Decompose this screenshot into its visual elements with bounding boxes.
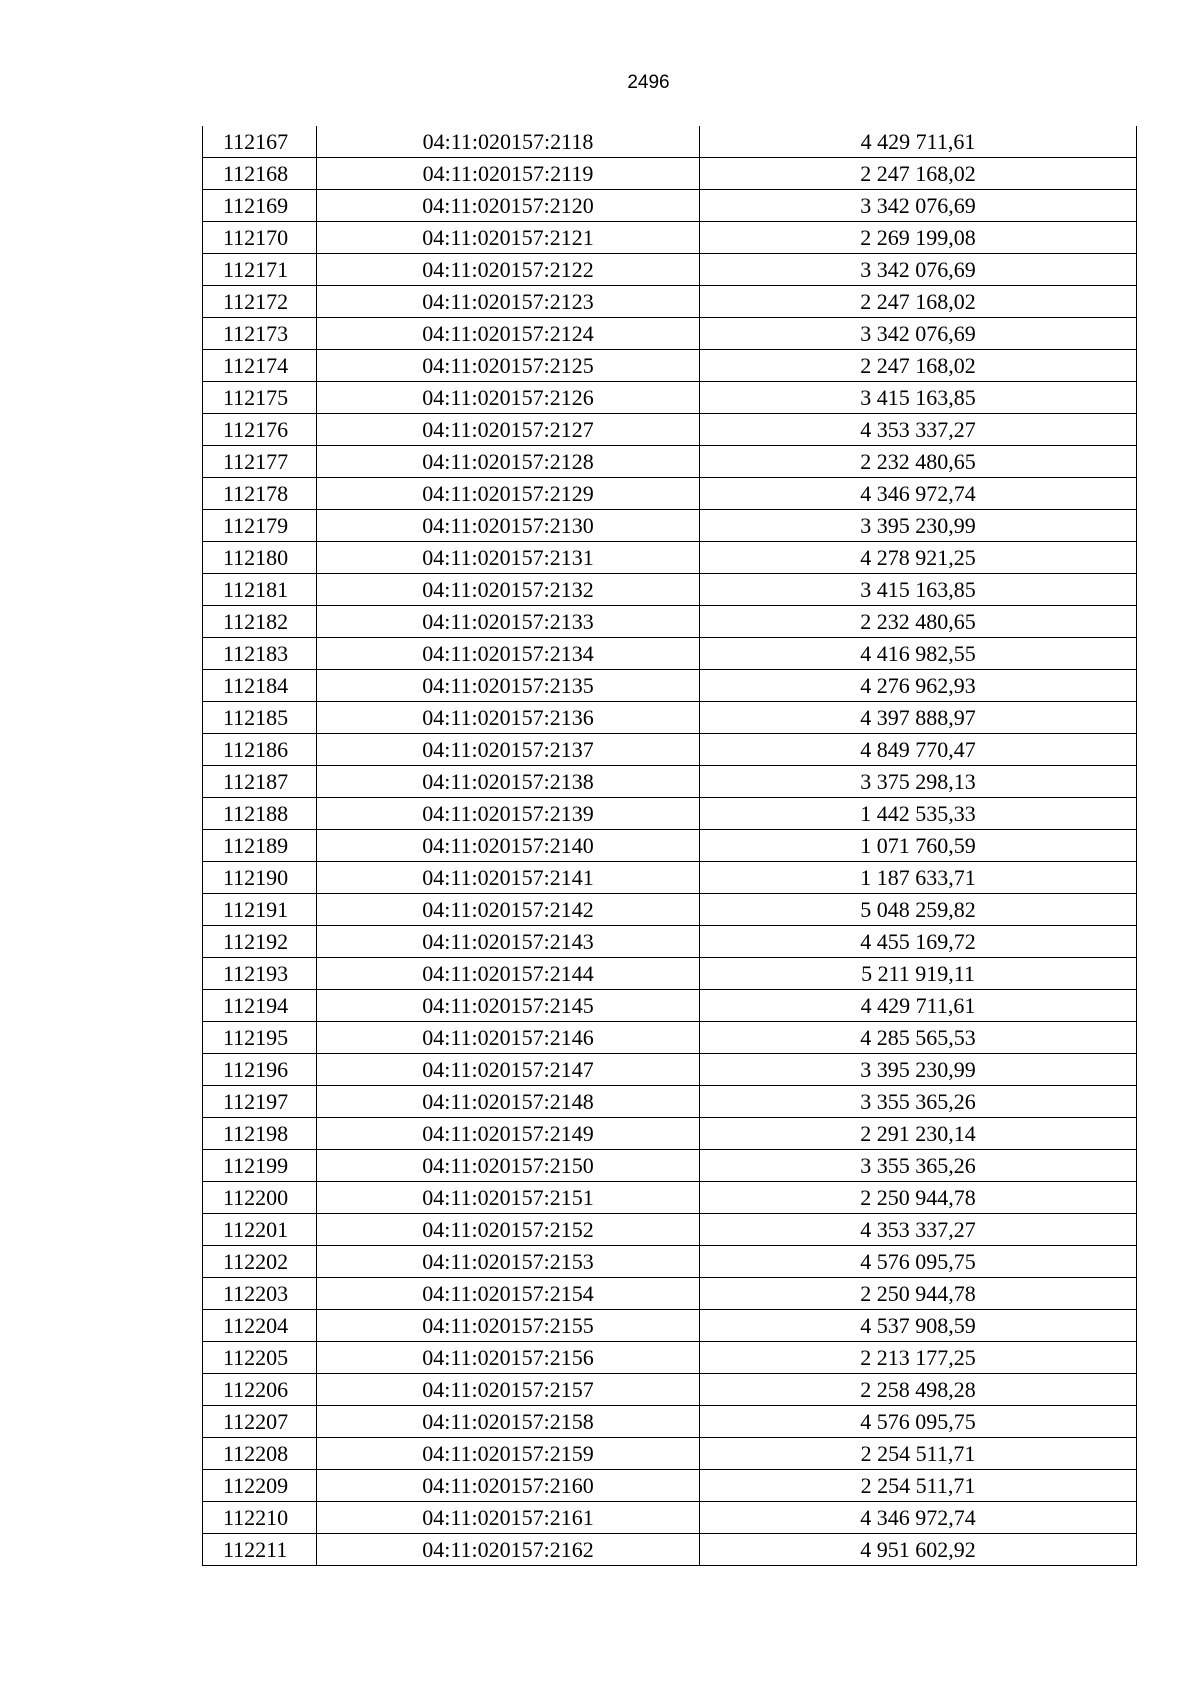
row-number-cell: 112208	[203, 1438, 317, 1470]
table-row	[203, 1534, 1137, 1566]
cadastral-number-cell: 04:11:020157:2135	[317, 670, 700, 702]
cadastral-value-cell: 4 429 711,61	[700, 126, 1137, 158]
cadastral-value-cell: 3 355 365,26	[700, 1086, 1137, 1118]
cadastral-value-cell: 2 232 480,65	[700, 606, 1137, 638]
row-number-cell: 112203	[203, 1278, 317, 1310]
cadastral-number-cell: 04:11:020157:2140	[317, 830, 700, 862]
row-number-cell: 112211	[203, 1534, 317, 1566]
table-row	[203, 382, 1137, 414]
cadastral-number-cell: 04:11:020157:2138	[317, 766, 700, 798]
cadastral-number-cell: 04:11:020157:2149	[317, 1118, 700, 1150]
cadastral-value-cell: 4 849 770,47	[700, 734, 1137, 766]
cadastral-value-cell: 4 353 337,27	[700, 414, 1137, 446]
row-number-cell: 112169	[203, 190, 317, 222]
row-number-cell: 112167	[203, 126, 317, 158]
cadastral-value-cell: 4 951 602,92	[700, 1534, 1137, 1566]
row-number-cell: 112209	[203, 1470, 317, 1502]
cadastral-number-cell: 04:11:020157:2143	[317, 926, 700, 958]
cadastral-number-cell: 04:11:020157:2137	[317, 734, 700, 766]
row-number-cell: 112196	[203, 1054, 317, 1086]
table-row	[203, 350, 1137, 382]
table-row	[203, 830, 1137, 862]
row-number-cell: 112178	[203, 478, 317, 510]
cadastral-value-cell: 3 395 230,99	[700, 510, 1137, 542]
row-number-cell: 112190	[203, 862, 317, 894]
table-row	[203, 1246, 1137, 1278]
table-row	[203, 1054, 1137, 1086]
table-row	[203, 318, 1137, 350]
cadastral-value-cell: 2 291 230,14	[700, 1118, 1137, 1150]
row-number-cell: 112200	[203, 1182, 317, 1214]
row-number-cell: 112171	[203, 254, 317, 286]
table-body	[203, 126, 1137, 1566]
cadastral-number-cell: 04:11:020157:2134	[317, 638, 700, 670]
table-row	[203, 1022, 1137, 1054]
row-number-cell: 112175	[203, 382, 317, 414]
table-row	[203, 1310, 1137, 1342]
row-number-cell: 112189	[203, 830, 317, 862]
table-row	[203, 1374, 1137, 1406]
cadastral-value-cell: 5 048 259,82	[700, 894, 1137, 926]
cadastral-value-cell: 2 254 511,71	[700, 1438, 1137, 1470]
table-row	[203, 1406, 1137, 1438]
row-number-cell: 112186	[203, 734, 317, 766]
table-row	[203, 126, 1137, 158]
row-number-cell: 112210	[203, 1502, 317, 1534]
row-number-cell: 112177	[203, 446, 317, 478]
table-row	[203, 478, 1137, 510]
cadastral-number-cell: 04:11:020157:2144	[317, 958, 700, 990]
cadastral-value-cell: 1 187 633,71	[700, 862, 1137, 894]
cadastral-number-cell: 04:11:020157:2142	[317, 894, 700, 926]
row-number-cell: 112180	[203, 542, 317, 574]
table-row	[203, 1470, 1137, 1502]
cadastral-value-cell: 4 346 972,74	[700, 1502, 1137, 1534]
cadastral-number-cell: 04:11:020157:2151	[317, 1182, 700, 1214]
cadastral-number-cell: 04:11:020157:2121	[317, 222, 700, 254]
cadastral-value-cell: 2 247 168,02	[700, 158, 1137, 190]
cadastral-value-cell: 4 278 921,25	[700, 542, 1137, 574]
row-number-cell: 112192	[203, 926, 317, 958]
row-number-cell: 112170	[203, 222, 317, 254]
table-row	[203, 958, 1137, 990]
cadastral-number-cell: 04:11:020157:2154	[317, 1278, 700, 1310]
cadastral-number-cell: 04:11:020157:2161	[317, 1502, 700, 1534]
row-number-cell: 112183	[203, 638, 317, 670]
table-row	[203, 286, 1137, 318]
cadastral-number-cell: 04:11:020157:2129	[317, 478, 700, 510]
table-row	[203, 926, 1137, 958]
cadastral-value-cell: 2 247 168,02	[700, 350, 1137, 382]
cadastral-number-cell: 04:11:020157:2152	[317, 1214, 700, 1246]
row-number-cell: 112206	[203, 1374, 317, 1406]
table-row	[203, 1342, 1137, 1374]
cadastral-number-cell: 04:11:020157:2127	[317, 414, 700, 446]
row-number-cell: 112204	[203, 1310, 317, 1342]
cadastral-value-cell: 3 342 076,69	[700, 254, 1137, 286]
row-number-cell: 112172	[203, 286, 317, 318]
cadastral-value-cell: 2 232 480,65	[700, 446, 1137, 478]
table-row	[203, 1438, 1137, 1470]
row-number-cell: 112191	[203, 894, 317, 926]
cadastral-number-cell: 04:11:020157:2159	[317, 1438, 700, 1470]
cadastral-number-cell: 04:11:020157:2132	[317, 574, 700, 606]
cadastral-number-cell: 04:11:020157:2157	[317, 1374, 700, 1406]
cadastral-value-cell: 1 442 535,33	[700, 798, 1137, 830]
table-row	[203, 638, 1137, 670]
row-number-cell: 112197	[203, 1086, 317, 1118]
table-row	[203, 222, 1137, 254]
cadastral-number-cell: 04:11:020157:2125	[317, 350, 700, 382]
table-row	[203, 606, 1137, 638]
cadastral-value-cell: 4 285 565,53	[700, 1022, 1137, 1054]
table-row	[203, 1182, 1137, 1214]
table-row	[203, 894, 1137, 926]
cadastral-value-cell: 2 250 944,78	[700, 1278, 1137, 1310]
table-row	[203, 1118, 1137, 1150]
cadastral-number-cell: 04:11:020157:2131	[317, 542, 700, 574]
cadastral-number-cell: 04:11:020157:2128	[317, 446, 700, 478]
row-number-cell: 112176	[203, 414, 317, 446]
row-number-cell: 112173	[203, 318, 317, 350]
cadastral-value-cell: 2 269 199,08	[700, 222, 1137, 254]
row-number-cell: 112188	[203, 798, 317, 830]
cadastral-number-cell: 04:11:020157:2130	[317, 510, 700, 542]
cadastral-number-cell: 04:11:020157:2162	[317, 1534, 700, 1566]
cadastral-value-cell: 5 211 919,11	[700, 958, 1137, 990]
table-row	[203, 1502, 1137, 1534]
cadastral-value-cell: 4 455 169,72	[700, 926, 1137, 958]
cadastral-value-cell: 3 415 163,85	[700, 382, 1137, 414]
cadastral-value-cell: 2 213 177,25	[700, 1342, 1137, 1374]
cadastral-number-cell: 04:11:020157:2150	[317, 1150, 700, 1182]
row-number-cell: 112187	[203, 766, 317, 798]
table-row	[203, 990, 1137, 1022]
cadastral-number-cell: 04:11:020157:2139	[317, 798, 700, 830]
row-number-cell: 112207	[203, 1406, 317, 1438]
table-row	[203, 254, 1137, 286]
cadastral-number-cell: 04:11:020157:2133	[317, 606, 700, 638]
cadastral-number-cell: 04:11:020157:2158	[317, 1406, 700, 1438]
cadastral-value-cell: 3 355 365,26	[700, 1150, 1137, 1182]
cadastral-number-cell: 04:11:020157:2155	[317, 1310, 700, 1342]
cadastral-value-cell: 4 276 962,93	[700, 670, 1137, 702]
cadastral-value-cell: 3 342 076,69	[700, 318, 1137, 350]
row-number-cell: 112181	[203, 574, 317, 606]
row-number-cell: 112199	[203, 1150, 317, 1182]
cadastral-value-cell: 2 247 168,02	[700, 286, 1137, 318]
cadastral-value-cell: 2 250 944,78	[700, 1182, 1137, 1214]
table-row	[203, 158, 1137, 190]
cadastral-value-cell: 3 342 076,69	[700, 190, 1137, 222]
row-number-cell: 112195	[203, 1022, 317, 1054]
row-number-cell: 112185	[203, 702, 317, 734]
cadastral-number-cell: 04:11:020157:2136	[317, 702, 700, 734]
cadastral-number-cell: 04:11:020157:2118	[317, 126, 700, 158]
table-row	[203, 702, 1137, 734]
cadastral-number-cell: 04:11:020157:2122	[317, 254, 700, 286]
table-row	[203, 446, 1137, 478]
row-number-cell: 112193	[203, 958, 317, 990]
table-row	[203, 1086, 1137, 1118]
cadastral-value-table	[202, 126, 1137, 1566]
row-number-cell: 112194	[203, 990, 317, 1022]
cadastral-value-cell: 4 576 095,75	[700, 1246, 1137, 1278]
cadastral-number-cell: 04:11:020157:2146	[317, 1022, 700, 1054]
cadastral-value-cell: 4 346 972,74	[700, 478, 1137, 510]
row-number-cell: 112182	[203, 606, 317, 638]
cadastral-number-cell: 04:11:020157:2141	[317, 862, 700, 894]
row-number-cell: 112168	[203, 158, 317, 190]
cadastral-value-cell: 4 397 888,97	[700, 702, 1137, 734]
cadastral-number-cell: 04:11:020157:2145	[317, 990, 700, 1022]
cadastral-number-cell: 04:11:020157:2148	[317, 1086, 700, 1118]
table-row	[203, 574, 1137, 606]
page-number: 2496	[627, 72, 670, 93]
row-number-cell: 112184	[203, 670, 317, 702]
row-number-cell: 112174	[203, 350, 317, 382]
cadastral-number-cell: 04:11:020157:2126	[317, 382, 700, 414]
cadastral-value-cell: 3 375 298,13	[700, 766, 1137, 798]
cadastral-number-cell: 04:11:020157:2123	[317, 286, 700, 318]
row-number-cell: 112198	[203, 1118, 317, 1150]
cadastral-value-cell: 4 416 982,55	[700, 638, 1137, 670]
table-row	[203, 670, 1137, 702]
cadastral-number-cell: 04:11:020157:2153	[317, 1246, 700, 1278]
table-row	[203, 734, 1137, 766]
cadastral-value-cell: 4 429 711,61	[700, 990, 1137, 1022]
table-row	[203, 510, 1137, 542]
table-row	[203, 414, 1137, 446]
table-row	[203, 798, 1137, 830]
row-number-cell: 112205	[203, 1342, 317, 1374]
cadastral-value-cell: 1 071 760,59	[700, 830, 1137, 862]
cadastral-number-cell: 04:11:020157:2147	[317, 1054, 700, 1086]
table-row	[203, 862, 1137, 894]
row-number-cell: 112179	[203, 510, 317, 542]
cadastral-number-cell: 04:11:020157:2120	[317, 190, 700, 222]
row-number-cell: 112202	[203, 1246, 317, 1278]
cadastral-value-cell: 4 353 337,27	[700, 1214, 1137, 1246]
cadastral-value-cell: 2 258 498,28	[700, 1374, 1137, 1406]
table-row	[203, 190, 1137, 222]
table-row	[203, 1278, 1137, 1310]
table-row	[203, 766, 1137, 798]
cadastral-value-cell: 4 576 095,75	[700, 1406, 1137, 1438]
cadastral-number-cell: 04:11:020157:2119	[317, 158, 700, 190]
cadastral-value-cell: 3 395 230,99	[700, 1054, 1137, 1086]
table-row	[203, 1150, 1137, 1182]
table-row	[203, 1214, 1137, 1246]
cadastral-number-cell: 04:11:020157:2160	[317, 1470, 700, 1502]
table-row	[203, 542, 1137, 574]
cadastral-value-cell: 3 415 163,85	[700, 574, 1137, 606]
cadastral-value-cell: 4 537 908,59	[700, 1310, 1137, 1342]
cadastral-value-cell: 2 254 511,71	[700, 1470, 1137, 1502]
row-number-cell: 112201	[203, 1214, 317, 1246]
cadastral-number-cell: 04:11:020157:2124	[317, 318, 700, 350]
cadastral-number-cell: 04:11:020157:2156	[317, 1342, 700, 1374]
